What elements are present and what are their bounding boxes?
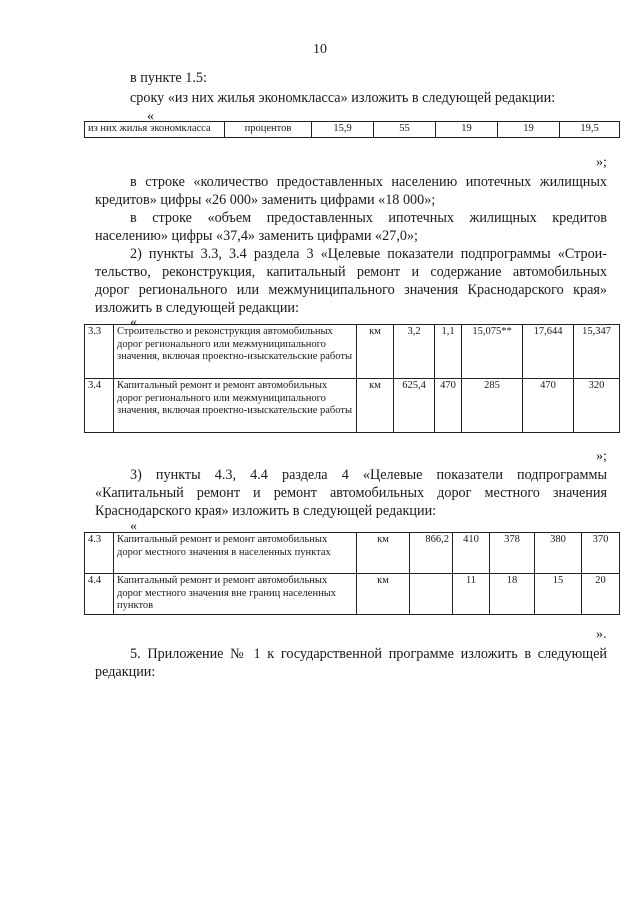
table-row bbox=[85, 533, 620, 574]
cell-value-1 bbox=[410, 574, 453, 615]
cell-value-3: 378 bbox=[490, 533, 535, 574]
cell-num: 4.3 bbox=[85, 533, 114, 574]
cell-unit: км bbox=[357, 574, 410, 615]
cell-value-3: 15,075** bbox=[462, 325, 523, 379]
cell-value-5: 20 bbox=[582, 574, 620, 615]
cell-value-4: 380 bbox=[535, 533, 582, 574]
credits-line-4: населению» цифры «37,4» заменить цифрами «27,0»; bbox=[95, 228, 418, 244]
cell-value-5: 15,347 bbox=[574, 325, 620, 379]
cell-value-2: 1,1 bbox=[435, 325, 462, 379]
table2-open-quote: « bbox=[130, 315, 137, 330]
credits-line-2: кредитов» цифры «26 000» заменить цифрами «18 000»; bbox=[95, 192, 436, 208]
cell-value-5: 370 bbox=[582, 533, 620, 574]
table-housing bbox=[84, 121, 620, 138]
table-row bbox=[85, 574, 620, 615]
cell-value-2: 11 bbox=[453, 574, 490, 615]
para2-line-2: тельство, реконструкция, капитальный ремонт и содержание автомобильных bbox=[95, 264, 607, 280]
cell-value-4: 15 bbox=[535, 574, 582, 615]
cell-value-2: 410 bbox=[453, 533, 490, 574]
table-row bbox=[85, 325, 620, 379]
cell-name: Капитальный ремонт и ремонт автомобильных дорог регионального или межмуниципального значения, включая проектно-изыскательские работы bbox=[114, 379, 357, 433]
para2-line-1: 2) пункты 3.3, 3.4 раздела 3 «Целевые показатели подпрограммы «Строи- bbox=[130, 246, 607, 262]
table-row bbox=[85, 122, 620, 138]
table-local-roads bbox=[84, 532, 620, 615]
para3-line-3: Краснодарского края» изложить в следующей редакции: bbox=[95, 503, 437, 519]
cell-name: Капитальный ремонт и ремонт автомобильных дорог местного значения в населенных пунктах bbox=[114, 533, 357, 574]
cell-value-2: 470 bbox=[435, 379, 462, 433]
cell-num: 3.3 bbox=[85, 325, 114, 379]
cell-value-4: 17,644 bbox=[523, 325, 574, 379]
table3-open-quote: « bbox=[130, 519, 137, 534]
credits-line-1: в строке «количество предоставленных населению ипотечных жилищных bbox=[130, 174, 607, 190]
cell-value-1: 15,9 bbox=[312, 122, 374, 138]
cell-value-4: 470 bbox=[523, 379, 574, 433]
credits-line-3: в строке «объем предоставленных ипотечных жилищных кредитов bbox=[130, 210, 607, 226]
cell-name: Капитальный ремонт и ремонт автомобильных дорог местного значения вне границ населенных пунктов bbox=[114, 574, 357, 615]
cell-value-1: 866,2 bbox=[410, 533, 453, 574]
cell-value-3: 285 bbox=[462, 379, 523, 433]
intro-line-2: сроку «из них жилья экономкласса» изложить в следующей редакции: bbox=[130, 90, 556, 106]
cell-value-3: 19 bbox=[436, 122, 498, 138]
table-row bbox=[85, 379, 620, 433]
cell-value-5: 320 bbox=[574, 379, 620, 433]
cell-value-5: 19,5 bbox=[560, 122, 620, 138]
para2-line-4: изложить в следующей редакции: bbox=[95, 300, 299, 316]
cell-name: Строительство и реконструкция автомобильных дорог регионального или межмуниципального значения, включая проектно-изыскательские работы bbox=[114, 325, 357, 379]
intro-line-1: в пункте 1.5: bbox=[130, 70, 207, 86]
cell-unit: процентов bbox=[225, 122, 312, 138]
para5-line-2: редакции: bbox=[95, 664, 156, 680]
cell-unit: км bbox=[357, 533, 410, 574]
cell-value-2: 55 bbox=[374, 122, 436, 138]
cell-num: 4.4 bbox=[85, 574, 114, 615]
table3-close-quote: ». bbox=[596, 627, 607, 642]
cell-name: из них жилья экономкласса bbox=[85, 122, 225, 138]
cell-num: 3.4 bbox=[85, 379, 114, 433]
table1-close-quote: »; bbox=[596, 155, 607, 170]
table-regional-roads bbox=[84, 324, 620, 433]
cell-value-1: 3,2 bbox=[394, 325, 435, 379]
page-number: 10 bbox=[313, 42, 327, 57]
para3-line-1: 3) пункты 4.3, 4.4 раздела 4 «Целевые показатели подпрограммы bbox=[130, 467, 607, 483]
cell-unit: км bbox=[357, 379, 394, 433]
cell-value-1: 625,4 bbox=[394, 379, 435, 433]
table2-close-quote: »; bbox=[596, 449, 607, 464]
para2-line-3: дорог регионального или межмуниципального значения Краснодарского края» bbox=[95, 282, 607, 298]
cell-value-3: 18 bbox=[490, 574, 535, 615]
para3-line-2: «Капитальный ремонт и ремонт автомобильных дорог местного значения bbox=[95, 485, 607, 501]
cell-unit: км bbox=[357, 325, 394, 379]
para5-line-1: 5. Приложение № 1 к государственной программе изложить в следующей bbox=[130, 646, 607, 662]
cell-value-4: 19 bbox=[498, 122, 560, 138]
table1-open-quote: « bbox=[147, 109, 154, 124]
